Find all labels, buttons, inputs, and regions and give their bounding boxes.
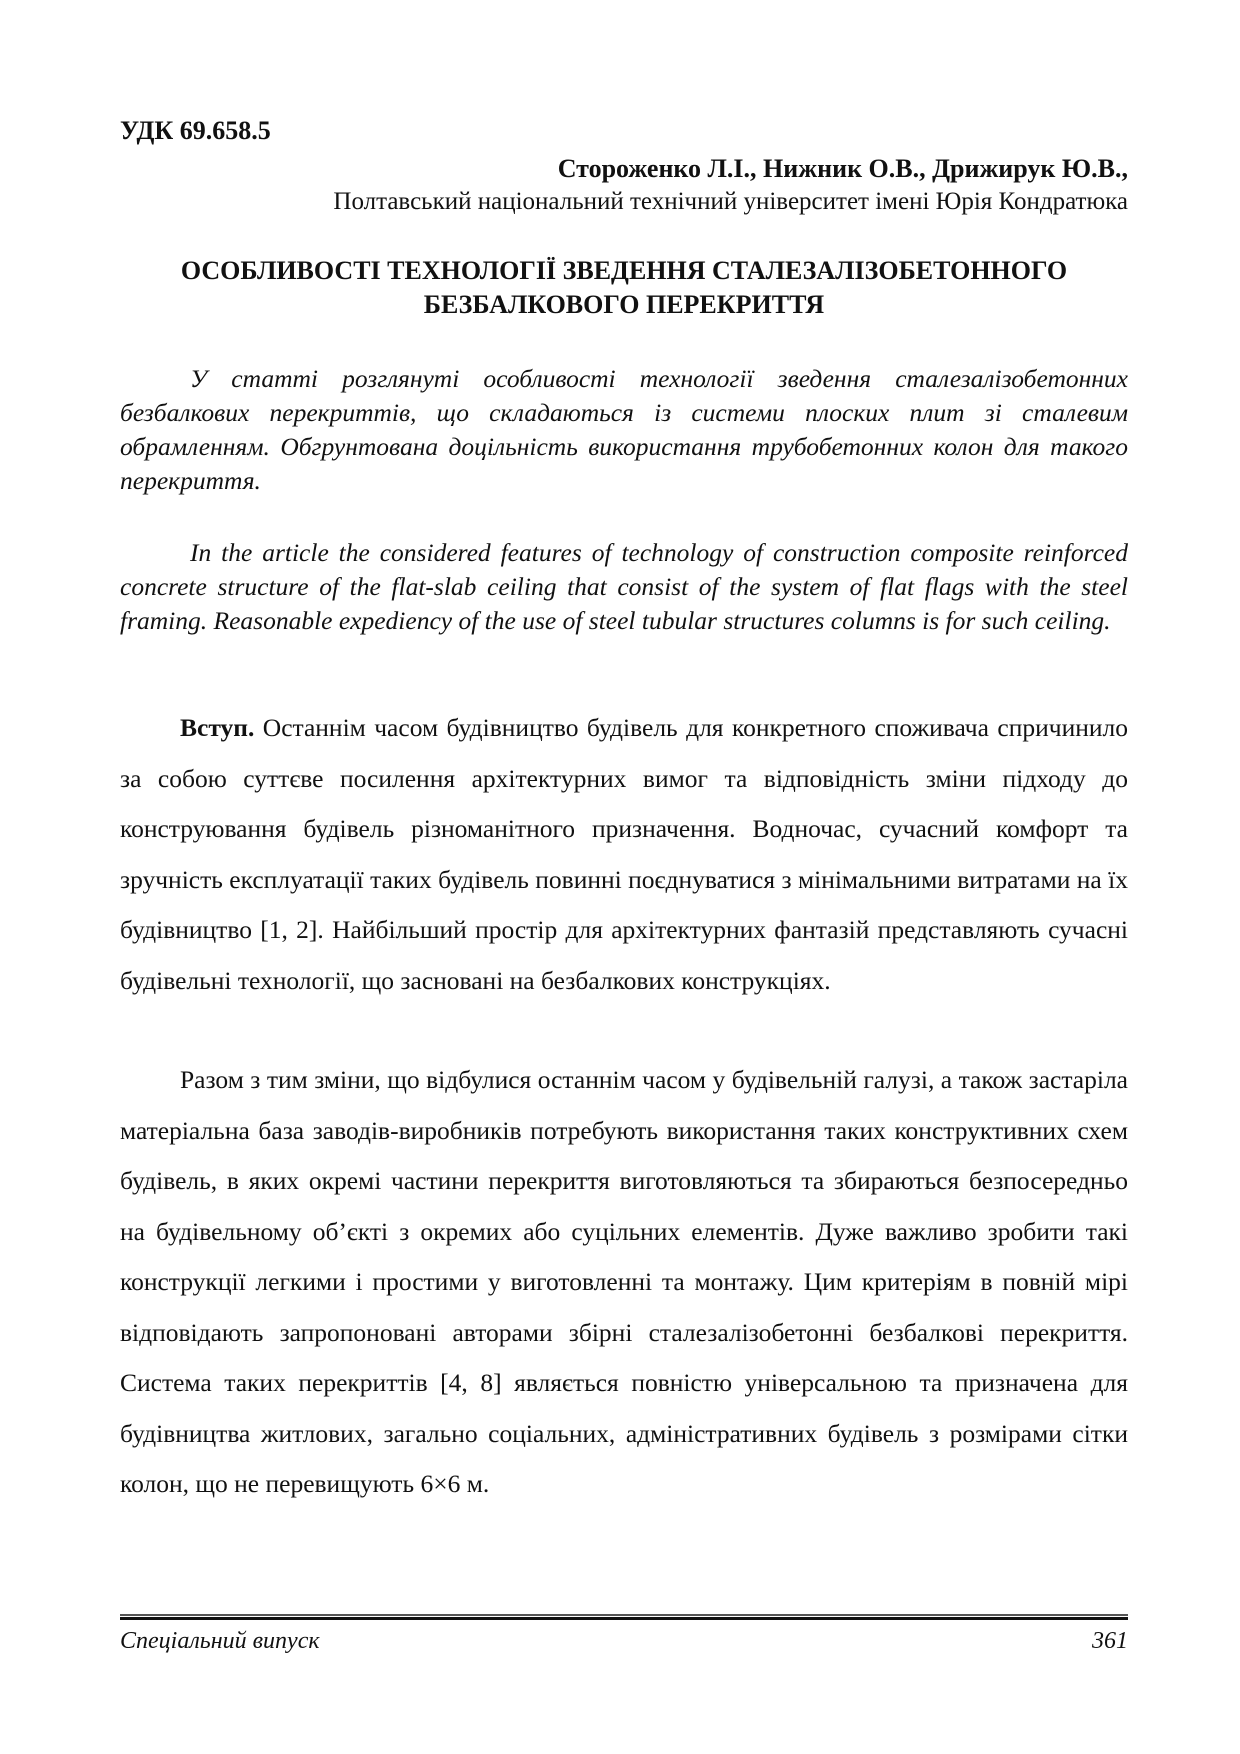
paragraph-introduction (120, 703, 1128, 1006)
article-title (120, 254, 1128, 322)
article-title-line-2: БЕЗБАЛКОВОГО ПЕРЕКРИТТЯ (423, 290, 825, 319)
authors: Стороженко Л.І., Нижник О.В., Дрижирук Ю.В., (557, 154, 1128, 183)
article-title-line-1: ОСОБЛИВОСТІ ТЕХНОЛОГІЇ ЗВЕДЕННЯ СТАЛЕЗАЛІЗОБЕТОННОГО (180, 256, 1068, 285)
footer-issue-label: Спеціальний випуск (120, 1628, 320, 1654)
footer-divider (120, 1614, 1128, 1620)
abstract-ukrainian: У статті розглянуті особливості технології зведення сталезалізобетонних безбалкових перекриттів, що складаються із системи плоских плит зі сталевим обрамленням. Обгрунтована доцільність використання трубобетонних колон для такого перекриття. (120, 364, 1128, 495)
section-lead-introduction: Вступ. (180, 713, 255, 742)
udc-code: УДК 69.658.5 (120, 116, 271, 145)
abstract-english: In the article the considered features of technology of construction composite reinforced concrete structure of the flat-slab ceiling that consist of the system of flat flags with the steel framing. Reasonable expediency of the use of steel tubular structures columns is for such ceiling. (120, 538, 1128, 635)
paragraph-2: Разом з тим зміни, що відбулися останнім часом у будівельній галузі, а також застаріла матеріальна база заводів-виробників потребують використання таких конструктивних схем будівель, в яких окремі частини перекриття виготовляються та збираються безпосередньо на будівельному об’єкті з окремих або суцільних елементів. Дуже важливо зробити такі конструкції легкими і простими у виготовленні та монтажу. Цим критеріям в повній мірі відповідають запропоновані авторами збірні сталезалізобетонні безбалкові перекриття. Система таких перекриттів [4, 8] являється повністю універсальною та призначена для будівництва житлових, загально соціальних, адміністративних будівель з розмірами сітки колон, що не перевищують 6×6 м. (120, 1065, 1128, 1498)
page-number: 361 (1092, 1628, 1128, 1654)
affiliation: Полтавський національний технічний університет імені Юрія Кондратюка (333, 188, 1128, 215)
paragraph-introduction-text: Останнім часом будівництво будівель для конкретного споживача спричинило за собою суттєве посилення архітектурних вимог та відповідність зміни підходу до конструювання будівель різноманітного призначення. Водночас, сучасний комфорт та зручність експлуатації таких будівель повинні поєднуватися з мінімальними витратами на їх будівництво [1, 2]. Найбільший простір для архітектурних фантазій представляють сучасні будівельні технології, що засновані на безбалкових конструкціях. (120, 713, 1128, 995)
